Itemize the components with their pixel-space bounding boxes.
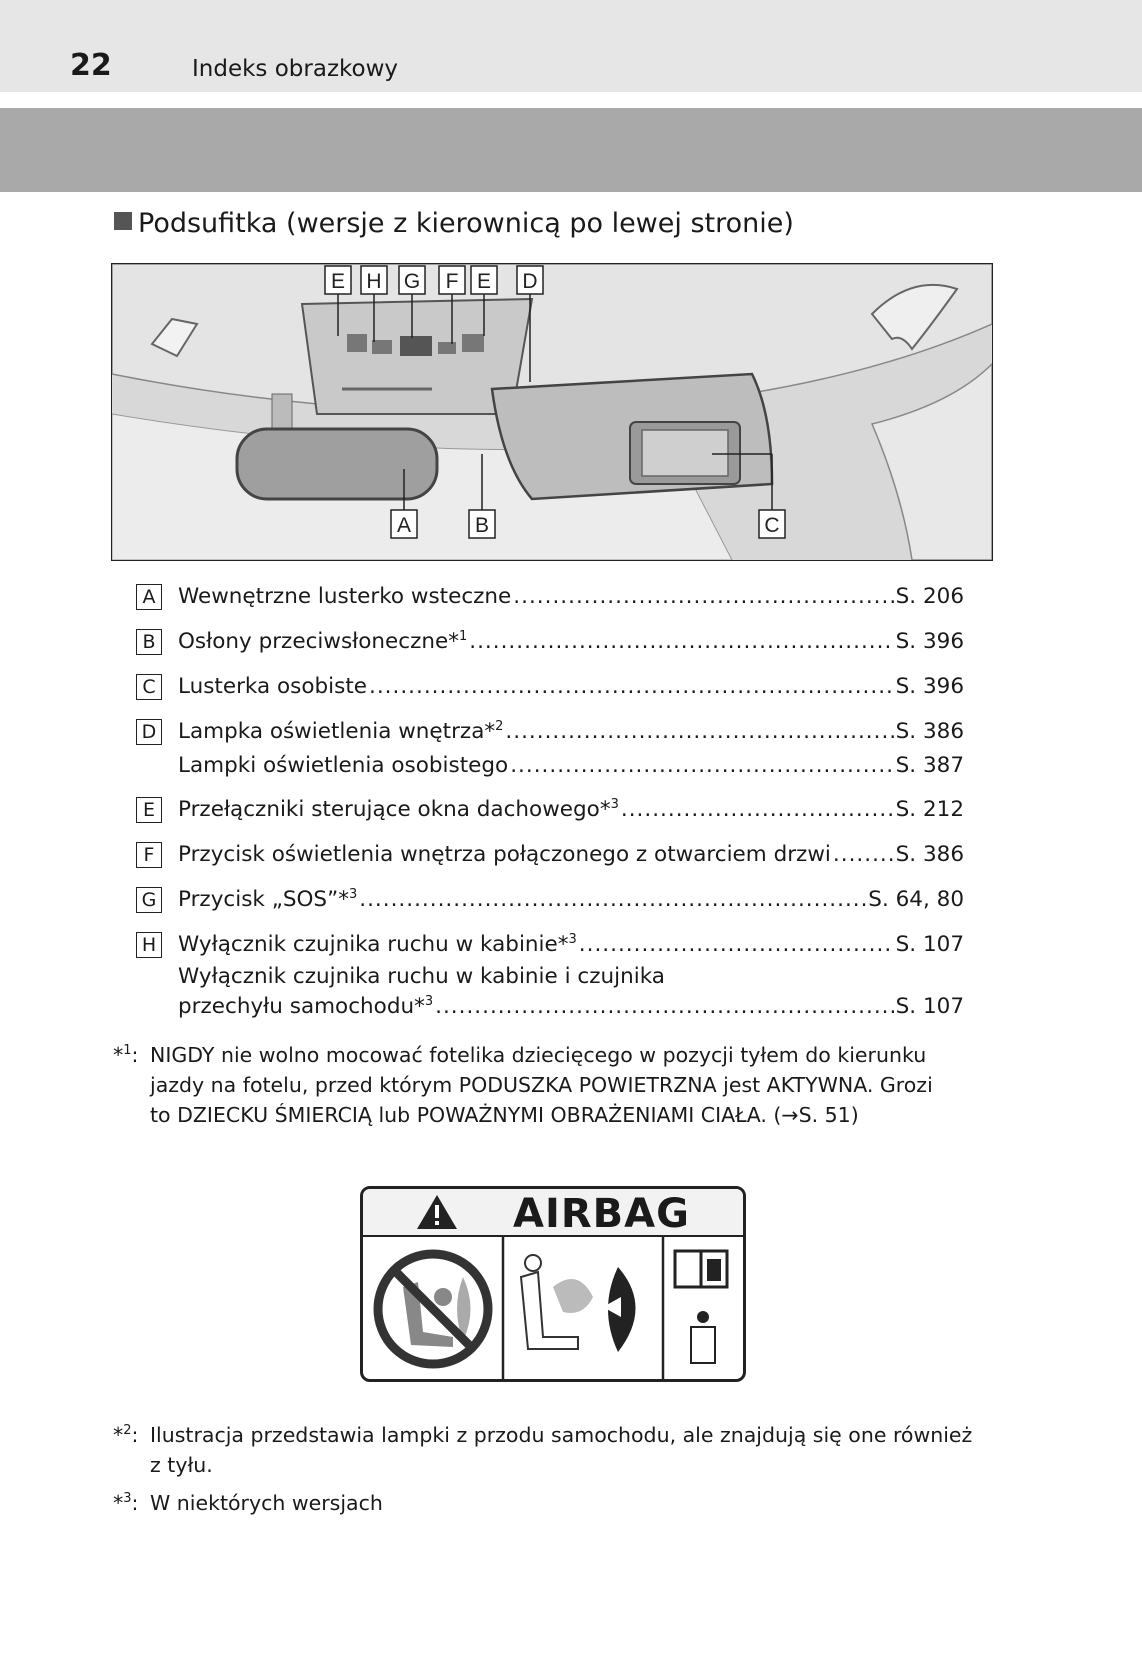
list-item-g: G Przycisk „SOS”*$^3$ ..... S. 64, 80	[136, 883, 964, 928]
no-child-seat-icon	[378, 1254, 488, 1364]
list-item-c: C Lusterka osobiste ..... S. 396	[136, 670, 964, 715]
list-item-f: F Przycisk oświetlenia wnętrza połączonego z otwarciem drzwi ..... S. 386	[136, 838, 964, 883]
list-item-e: E Przełączniki sterujące okna dachowego*$^3$ ..... S. 212	[136, 793, 964, 838]
label-top-3: G	[403, 270, 421, 293]
header-title: Indeks obrazkowy	[192, 56, 399, 82]
label-bottom-2: B	[474, 514, 490, 537]
overhead-console-illustration	[111, 263, 993, 561]
label-top-4: F	[445, 270, 459, 293]
airbag-warning-label	[360, 1186, 746, 1382]
airbag-title: AIRBAG	[513, 1191, 690, 1237]
warning-triangle-icon	[415, 1193, 459, 1231]
page-number: 22	[70, 48, 112, 83]
square-bullet-icon	[114, 212, 132, 230]
label-top-2: H	[366, 270, 382, 293]
footnote-2: *$^2$: Ilustracja przedstawia lampki z przodu samochodu, ale znajdują się one również z tyłu.	[113, 1423, 973, 1477]
list-item-b: B Osłony przeciwsłoneczne*$^1$ ..... S. 396	[136, 625, 964, 670]
label-bottom-3: C	[764, 514, 780, 537]
label-top-5: E	[476, 270, 492, 293]
label-bottom-1: A	[396, 514, 412, 537]
footnote-1: *$^1$: NIGDY nie wolno mocować fotelika dziecięcego w pozycji tyłem do kierunku jazdy na fotelu, przed którym PODUSZKA POWIETRZNA jest AKTYWNA. Grozi to DZIECKU ŚMIERCIĄ lub POWAŻNYMI OBRAŻENIAMI CIAŁA. (→S. 51)	[113, 1043, 933, 1127]
label-top-1: E	[330, 270, 346, 293]
section-band	[0, 108, 1142, 192]
index-list	[136, 580, 964, 1032]
list-item-d: D Lampka oświetlenia wnętrza*$^2$ ..... S. 386 Lampki oświetlenia osobistego ..... S. 387	[136, 715, 964, 793]
list-item-h: H Wyłącznik czujnika ruchu w kabinie*$^3$ ..... S. 107 Wyłącznik czujnika ruchu w kabinie i czujnika przechyłu samochodu*$^3$ ..... S. 107	[136, 928, 964, 1032]
read-manual-icon	[675, 1251, 727, 1363]
list-item-a: A Wewnętrzne lusterko wsteczne ..... S. 206	[136, 580, 964, 625]
footnote-3: *$^3$: W niektórych wersjach	[113, 1491, 383, 1515]
header-bar	[0, 0, 1142, 92]
section-title: Podsufitka (wersje z kierownicą po lewej stronie)	[114, 208, 794, 239]
label-top-6: D	[522, 270, 538, 293]
seat-airbag-icon	[521, 1255, 636, 1352]
